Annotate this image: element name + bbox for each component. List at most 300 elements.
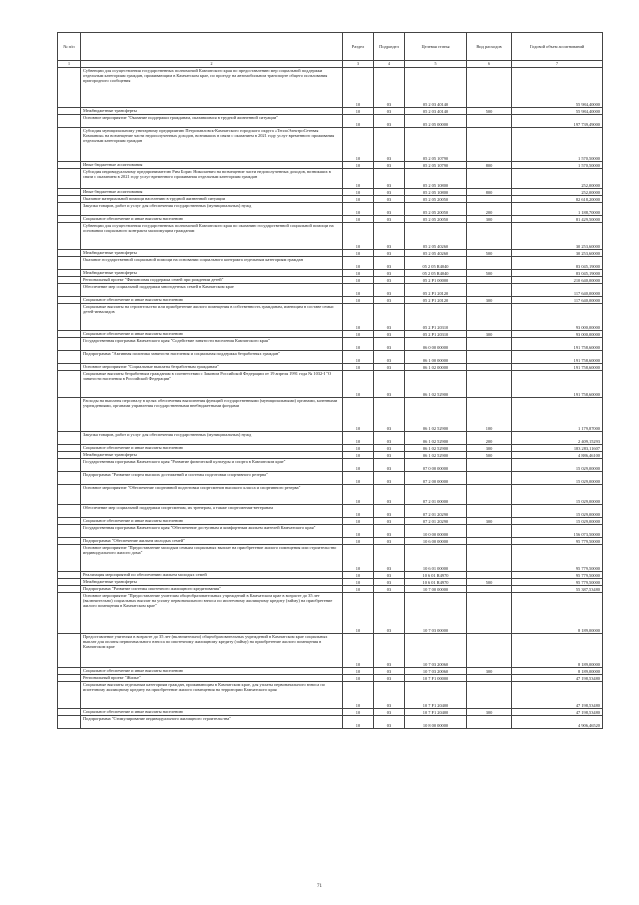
table-row	[58, 169, 603, 189]
amount-cell: 55 387,53480	[512, 586, 603, 593]
target-article-cell: 10 6 01 R4970	[405, 572, 467, 579]
podrazdel-cell: 03	[374, 169, 405, 189]
razdel-cell: 10	[343, 277, 374, 284]
number-cell	[58, 284, 81, 297]
table-header-row	[58, 33, 603, 61]
podrazdel-cell: 03	[374, 634, 405, 668]
podrazdel-cell: 03	[374, 518, 405, 525]
expense-type-cell: 300	[467, 709, 512, 716]
target-article-cell: 05 2 P1 20310	[405, 331, 467, 338]
podrazdel-cell: 03	[374, 284, 405, 297]
razdel-cell: 10	[343, 162, 374, 169]
expense-type-cell	[467, 68, 512, 108]
amount-cell: 47 198,53480	[512, 682, 603, 709]
column-number: 6	[467, 61, 512, 68]
target-article-cell: 10 7 03 00000	[405, 593, 467, 634]
expense-type-cell	[467, 196, 512, 203]
target-article-cell: 05 2 05 40260	[405, 223, 467, 250]
number-cell	[58, 128, 81, 162]
item-name: Социальные выплаты безработным гражданам в соответствии с Законом Российской Федерации от 19 апреля 1991 года № 1032-I "О занятости населения в Российской Федерации"	[81, 371, 343, 398]
table-row	[58, 216, 603, 223]
target-article-cell: 06 1 02 52900	[405, 432, 467, 445]
number-cell	[58, 196, 81, 203]
amount-cell: 4 886,46100	[512, 452, 603, 459]
table-row	[58, 68, 603, 108]
table-row	[58, 351, 603, 364]
table-row	[58, 505, 603, 518]
item-name: Реализация мероприятий по обеспечению жильем молодых семей	[81, 572, 343, 579]
number-cell	[58, 682, 81, 709]
razdel-cell: 10	[343, 189, 374, 196]
column-number: 4	[374, 61, 405, 68]
expense-type-cell	[467, 257, 512, 270]
header-expense-type: Вид расходов	[467, 33, 512, 61]
expense-type-cell: 100	[467, 398, 512, 432]
target-article-cell: 07 0 00 00000	[405, 459, 467, 472]
amount-cell: 47 198,53480	[512, 709, 603, 716]
number-cell	[58, 579, 81, 586]
item-name: Субсидия индивидуальному предпринимателю Рим Борис Николаевич на возмещение части недополученных доходов, возникших в связи с оказанием в 2021 году услуг временного проживания отдельным категориям граждан	[81, 169, 343, 189]
amount-cell: 15 029,00000	[512, 472, 603, 485]
target-article-cell: 06 1 02 52900	[405, 452, 467, 459]
table-row	[58, 284, 603, 297]
razdel-cell: 10	[343, 445, 374, 452]
item-name: Социальное обеспечение и иные выплаты населению	[81, 297, 343, 304]
number-cell	[58, 250, 81, 257]
expense-type-cell	[467, 364, 512, 371]
amount-cell: 210 640,00000	[512, 277, 603, 284]
expense-type-cell: 300	[467, 445, 512, 452]
table-row	[58, 257, 603, 270]
item-name: Государственная программа Камчатского края "Обеспечение доступным и комфортным жильем жителей Камчатского края"	[81, 525, 343, 538]
table-row	[58, 709, 603, 716]
table-row	[58, 518, 603, 525]
podrazdel-cell: 03	[374, 216, 405, 223]
podrazdel-cell: 03	[374, 277, 405, 284]
number-cell	[58, 331, 81, 338]
item-name: Иные бюджетные ассигнования	[81, 189, 343, 196]
number-cell	[58, 115, 81, 128]
amount-cell: 30 253,60000	[512, 223, 603, 250]
podrazdel-cell: 03	[374, 459, 405, 472]
item-name: Обеспечение мер социальной поддержки спортсменам, их тренерам, а также спортсменам-ветеранам	[81, 505, 343, 518]
razdel-cell: 10	[343, 593, 374, 634]
item-name: Основное мероприятие "Социальные выплаты безработным гражданам"	[81, 364, 343, 371]
podrazdel-cell: 03	[374, 203, 405, 216]
podrazdel-cell: 03	[374, 675, 405, 682]
podrazdel-cell: 03	[374, 716, 405, 729]
podrazdel-cell: 03	[374, 128, 405, 162]
razdel-cell: 10	[343, 668, 374, 675]
target-article-cell: 06 1 02 00000	[405, 364, 467, 371]
razdel-cell: 10	[343, 338, 374, 351]
number-cell	[58, 459, 81, 472]
amount-cell: 93 000,00000	[512, 304, 603, 331]
item-name: Субсидия муниципальному унитарному предприятию Петропавловск-Камчатского городского округа «ТеплоЭлектроСетевая Компания» на возмещение части недополученных доходов, возникших в связи с оказанием в 2021 году услуг временного проживания отдельным категориям граждан	[81, 128, 343, 162]
table-row	[58, 189, 603, 196]
podrazdel-cell: 03	[374, 68, 405, 108]
target-article-cell: 06 1 00 00000	[405, 351, 467, 364]
column-number: 7	[512, 61, 603, 68]
expense-type-cell	[467, 538, 512, 545]
expense-type-cell	[467, 223, 512, 250]
podrazdel-cell: 03	[374, 189, 405, 196]
number-cell	[58, 432, 81, 445]
podrazdel-cell: 03	[374, 538, 405, 545]
target-article-cell: 07 2 00 00000	[405, 472, 467, 485]
amount-cell: 83 045,19000	[512, 270, 603, 277]
target-article-cell: 07 2 01 20290	[405, 505, 467, 518]
amount-cell: 81 429,50000	[512, 216, 603, 223]
razdel-cell: 10	[343, 270, 374, 277]
item-name: Социальное обеспечение и иные выплаты населению	[81, 445, 343, 452]
target-article-cell: 05 2 05 20050	[405, 216, 467, 223]
budget-table	[57, 32, 603, 729]
amount-cell: 117 640,00000	[512, 297, 603, 304]
expense-type-cell	[467, 572, 512, 579]
target-article-cell: 05 2 03 40140	[405, 68, 467, 108]
target-article-cell: 05 2 05 10790	[405, 162, 467, 169]
razdel-cell: 10	[343, 459, 374, 472]
table-row	[58, 297, 603, 304]
number-cell	[58, 668, 81, 675]
podrazdel-cell: 03	[374, 196, 405, 203]
amount-cell: 191 758,60000	[512, 364, 603, 371]
razdel-cell: 10	[343, 525, 374, 538]
target-article-cell: 07 2 01 20290	[405, 518, 467, 525]
item-name: Подпрограмма "Активная политика занятости населения и социальная поддержка безработных граждан"	[81, 351, 343, 364]
podrazdel-cell: 03	[374, 452, 405, 459]
table-row	[58, 277, 603, 284]
table-row	[58, 338, 603, 351]
amount-cell: 95 779,50000	[512, 538, 603, 545]
podrazdel-cell: 03	[374, 572, 405, 579]
razdel-cell: 10	[343, 545, 374, 572]
target-article-cell: 05 2 05 40260	[405, 250, 467, 257]
amount-cell: 183 283,11607	[512, 445, 603, 452]
podrazdel-cell: 03	[374, 445, 405, 452]
podrazdel-cell: 03	[374, 351, 405, 364]
table-row	[58, 459, 603, 472]
item-name: Социальное обеспечение и иные выплаты населению	[81, 709, 343, 716]
podrazdel-cell: 03	[374, 579, 405, 586]
number-cell	[58, 445, 81, 452]
razdel-cell: 10	[343, 351, 374, 364]
number-cell	[58, 472, 81, 485]
number-cell	[58, 108, 81, 115]
table-row	[58, 545, 603, 572]
expense-type-cell	[467, 338, 512, 351]
expense-type-cell	[467, 545, 512, 572]
number-cell	[58, 545, 81, 572]
razdel-cell: 10	[343, 128, 374, 162]
amount-cell: 191 758,60000	[512, 351, 603, 364]
number-cell	[58, 586, 81, 593]
item-name: Социальное обеспечение и иные выплаты населению	[81, 331, 343, 338]
table-row	[58, 716, 603, 729]
table-row	[58, 432, 603, 445]
amount-cell: 191 758,60000	[512, 371, 603, 398]
razdel-cell: 10	[343, 518, 374, 525]
target-article-cell: 05 2 05 20050	[405, 203, 467, 216]
razdel-cell: 10	[343, 216, 374, 223]
item-name: Обеспечение мер социальной поддержки многодетных семей в Камчатском крае	[81, 284, 343, 297]
item-name: Межбюджетные трансферты	[81, 250, 343, 257]
expense-type-cell: 300	[467, 297, 512, 304]
amount-cell: 95 779,50000	[512, 579, 603, 586]
number-cell	[58, 297, 81, 304]
table-row	[58, 371, 603, 398]
header-name	[81, 33, 343, 61]
amount-cell: 55 984,40000	[512, 68, 603, 108]
razdel-cell: 10	[343, 572, 374, 579]
item-name: Региональный проект "Жилье"	[81, 675, 343, 682]
number-cell	[58, 68, 81, 108]
target-article-cell: 05 2 P1 20120	[405, 284, 467, 297]
razdel-cell: 10	[343, 108, 374, 115]
podrazdel-cell: 03	[374, 257, 405, 270]
number-cell	[58, 270, 81, 277]
razdel-cell: 10	[343, 223, 374, 250]
header-number: № п/п	[58, 33, 81, 61]
podrazdel-cell: 03	[374, 304, 405, 331]
podrazdel-cell: 03	[374, 162, 405, 169]
item-name: Основное мероприятие "Предоставление учителям общеобразовательных учреждений в Камчатском крае в возрасте до 35 лет (включительно) социальных выплат на уплату первоначального взноса по ипотечному жилищному кредиту (займу) на приобретение жилого помещения в Камчатском крае"	[81, 593, 343, 634]
amount-cell: 1 570,50000	[512, 162, 603, 169]
table-row	[58, 108, 603, 115]
target-article-cell: 10 8 00 00000	[405, 716, 467, 729]
table-row	[58, 452, 603, 459]
podrazdel-cell: 03	[374, 223, 405, 250]
expense-type-cell	[467, 682, 512, 709]
expense-type-cell	[467, 351, 512, 364]
razdel-cell: 10	[343, 432, 374, 445]
table-row	[58, 593, 603, 634]
target-article-cell: 10 7 00 00000	[405, 586, 467, 593]
column-number: 2	[81, 61, 343, 68]
item-name: Межбюджетные трансферты	[81, 270, 343, 277]
number-cell	[58, 709, 81, 716]
razdel-cell: 10	[343, 709, 374, 716]
razdel-cell: 10	[343, 505, 374, 518]
number-cell	[58, 364, 81, 371]
podrazdel-cell: 03	[374, 371, 405, 398]
table-body	[58, 68, 603, 729]
number-cell	[58, 634, 81, 668]
target-article-cell: 10 6 01 R4970	[405, 579, 467, 586]
header-podrazdel: Подраздел	[374, 33, 405, 61]
table-row	[58, 579, 603, 586]
expense-type-cell	[467, 304, 512, 331]
razdel-cell: 10	[343, 716, 374, 729]
podrazdel-cell: 03	[374, 525, 405, 538]
number-cell	[58, 351, 81, 364]
razdel-cell: 10	[343, 538, 374, 545]
razdel-cell: 10	[343, 452, 374, 459]
number-cell	[58, 189, 81, 196]
amount-cell: 15 029,00000	[512, 459, 603, 472]
expense-type-cell: 500	[467, 270, 512, 277]
razdel-cell: 10	[343, 250, 374, 257]
table-row	[58, 196, 603, 203]
podrazdel-cell: 03	[374, 250, 405, 257]
target-article-cell: 05 2 05 R4040	[405, 270, 467, 277]
number-cell	[58, 169, 81, 189]
item-name: Социальное обеспечение и иные выплаты населению	[81, 518, 343, 525]
number-cell	[58, 572, 81, 579]
razdel-cell: 10	[343, 682, 374, 709]
item-name: Социальное обеспечение и иные выплаты населению	[81, 668, 343, 675]
expense-type-cell: 500	[467, 579, 512, 586]
table-row	[58, 538, 603, 545]
expense-type-cell	[467, 525, 512, 538]
header-target-article: Целевая статья	[405, 33, 467, 61]
table-row	[58, 472, 603, 485]
item-name: Межбюджетные трансферты	[81, 108, 343, 115]
expense-type-cell: 300	[467, 216, 512, 223]
amount-cell: 47 198,53480	[512, 675, 603, 682]
target-article-cell: 05 2 P1 00000	[405, 277, 467, 284]
table-row	[58, 668, 603, 675]
amount-cell: 4 906,46520	[512, 716, 603, 729]
razdel-cell: 10	[343, 398, 374, 432]
amount-cell: 252,00000	[512, 169, 603, 189]
target-article-cell: 07 2 01 00000	[405, 485, 467, 505]
number-cell	[58, 505, 81, 518]
amount-cell: 83 045,19000	[512, 257, 603, 270]
expense-type-cell: 800	[467, 189, 512, 196]
razdel-cell: 10	[343, 115, 374, 128]
expense-type-cell: 300	[467, 518, 512, 525]
podrazdel-cell: 03	[374, 709, 405, 716]
podrazdel-cell: 03	[374, 398, 405, 432]
expense-type-cell: 500	[467, 452, 512, 459]
expense-type-cell	[467, 586, 512, 593]
number-cell	[58, 338, 81, 351]
razdel-cell: 10	[343, 675, 374, 682]
item-name: Социальные выплаты отдельным категориям граждан, проживающим в Камчатском крае, для уплаты первоначального взноса по ипотечному жилищному кредиту на приобретение жилого помещения на территории Камчатского края	[81, 682, 343, 709]
number-cell	[58, 525, 81, 538]
number-cell	[58, 203, 81, 216]
item-name: Государственная программа Камчатского края "Содействие занятости населения Камчатского края"	[81, 338, 343, 351]
column-number-row	[58, 61, 603, 68]
amount-cell: 15 029,00000	[512, 518, 603, 525]
number-cell	[58, 485, 81, 505]
podrazdel-cell: 03	[374, 108, 405, 115]
number-cell	[58, 257, 81, 270]
target-article-cell: 06 1 02 52900	[405, 398, 467, 432]
razdel-cell: 10	[343, 169, 374, 189]
table-row	[58, 445, 603, 452]
target-article-cell: 06 1 02 52900	[405, 445, 467, 452]
expense-type-cell	[467, 128, 512, 162]
amount-cell: 15 029,00000	[512, 485, 603, 505]
item-name: Субвенции для осуществления государственных полномочий Камчатского края по оказанию государственной социальной помощи на основании социального контракта малоимущим гражданам	[81, 223, 343, 250]
item-name: Предоставление учителям в возрасте до 35 лет (включительно) общеобразовательных учреждений в Камчатском крае социальных выплат для оплаты первоначального взноса по ипотечному жилищному кредиту (займу) на приобретение жилого помещения в Камчатском крае	[81, 634, 343, 668]
expense-type-cell	[467, 485, 512, 505]
item-name: Подпрограмма "Стимулирование индивидуального жилищного строительства"	[81, 716, 343, 729]
amount-cell: 252,00000	[512, 189, 603, 196]
item-name: Подпрограмма "Развитие системы ипотечного жилищного кредитования"	[81, 586, 343, 593]
expense-type-cell	[467, 634, 512, 668]
podrazdel-cell: 03	[374, 338, 405, 351]
target-article-cell: 10 6 00 00000	[405, 538, 467, 545]
target-article-cell: 10 7 F1 20400	[405, 709, 467, 716]
table-row	[58, 304, 603, 331]
expense-type-cell	[467, 505, 512, 518]
item-name: Подпрограмма "Развитие спорта высших достижений и системы подготовки спортивного резерва"	[81, 472, 343, 485]
amount-cell: 156 073,50000	[512, 525, 603, 538]
target-article-cell: 10 7 03 20060	[405, 634, 467, 668]
podrazdel-cell: 03	[374, 331, 405, 338]
table-row	[58, 398, 603, 432]
target-article-cell: 05 2 05 00000	[405, 115, 467, 128]
amount-cell: 117 640,00000	[512, 284, 603, 297]
podrazdel-cell: 03	[374, 505, 405, 518]
header-annual-amount: Годовой объем ассигнований	[512, 33, 603, 61]
expense-type-cell: 800	[467, 162, 512, 169]
target-article-cell: 10 7 F1 00000	[405, 675, 467, 682]
item-name: Закупка товаров, работ и услуг для обеспечения государственных (муниципальных) нужд	[81, 432, 343, 445]
item-name: Основное мероприятие "Оказание поддержки гражданам, оказавшимся в трудной жизненной ситуации"	[81, 115, 343, 128]
number-cell	[58, 716, 81, 729]
amount-cell: 2 409,15293	[512, 432, 603, 445]
table-row	[58, 682, 603, 709]
item-name: Основное мероприятие "Предоставление молодым семьям социальных выплат на приобретение жилого помещения или строительство индивидуального жилого дома"	[81, 545, 343, 572]
podrazdel-cell: 03	[374, 115, 405, 128]
razdel-cell: 10	[343, 472, 374, 485]
item-name: Региональный проект "Финансовая поддержка семей при рождении детей"	[81, 277, 343, 284]
expense-type-cell	[467, 115, 512, 128]
expense-type-cell	[467, 459, 512, 472]
table-row	[58, 250, 603, 257]
table-row	[58, 223, 603, 250]
table-row	[58, 485, 603, 505]
expense-type-cell: 300	[467, 331, 512, 338]
amount-cell: 15 029,00000	[512, 505, 603, 518]
item-name: Закупка товаров, работ и услуг для обеспечения государственных (муниципальных) нужд	[81, 203, 343, 216]
amount-cell: 1 570,50000	[512, 128, 603, 162]
amount-cell: 197 739,49000	[512, 115, 603, 128]
razdel-cell: 10	[343, 364, 374, 371]
razdel-cell: 10	[343, 203, 374, 216]
target-article-cell: 10 6 01 00000	[405, 545, 467, 572]
amount-cell: 82 618,20000	[512, 196, 603, 203]
table-row	[58, 675, 603, 682]
target-article-cell: 05 2 P1 20120	[405, 297, 467, 304]
target-article-cell: 06 0 00 00000	[405, 338, 467, 351]
expense-type-cell	[467, 593, 512, 634]
razdel-cell: 10	[343, 579, 374, 586]
podrazdel-cell: 03	[374, 432, 405, 445]
razdel-cell: 10	[343, 634, 374, 668]
amount-cell: 1 179,87000	[512, 398, 603, 432]
podrazdel-cell: 03	[374, 682, 405, 709]
razdel-cell: 10	[343, 586, 374, 593]
expense-type-cell	[467, 472, 512, 485]
amount-cell: 191 758,60000	[512, 338, 603, 351]
column-number: 1	[58, 61, 81, 68]
expense-type-cell	[467, 371, 512, 398]
item-name: Оказание материальной помощи населению в трудной жизненной ситуации	[81, 196, 343, 203]
target-article-cell: 10 0 00 00000	[405, 525, 467, 538]
item-name: Субвенции для осуществления государственных полномочий Камчатского края по предоставлению мер социальной поддержки отдельным категориям граждан, проживающим в Камчатском крае, по проезду на автомобильном транспорте общего пользования пригородного сообщения	[81, 68, 343, 108]
amount-cell: 95 779,50000	[512, 545, 603, 572]
razdel-cell: 10	[343, 196, 374, 203]
amount-cell: 8 189,00000	[512, 668, 603, 675]
expense-type-cell	[467, 169, 512, 189]
number-cell	[58, 452, 81, 459]
